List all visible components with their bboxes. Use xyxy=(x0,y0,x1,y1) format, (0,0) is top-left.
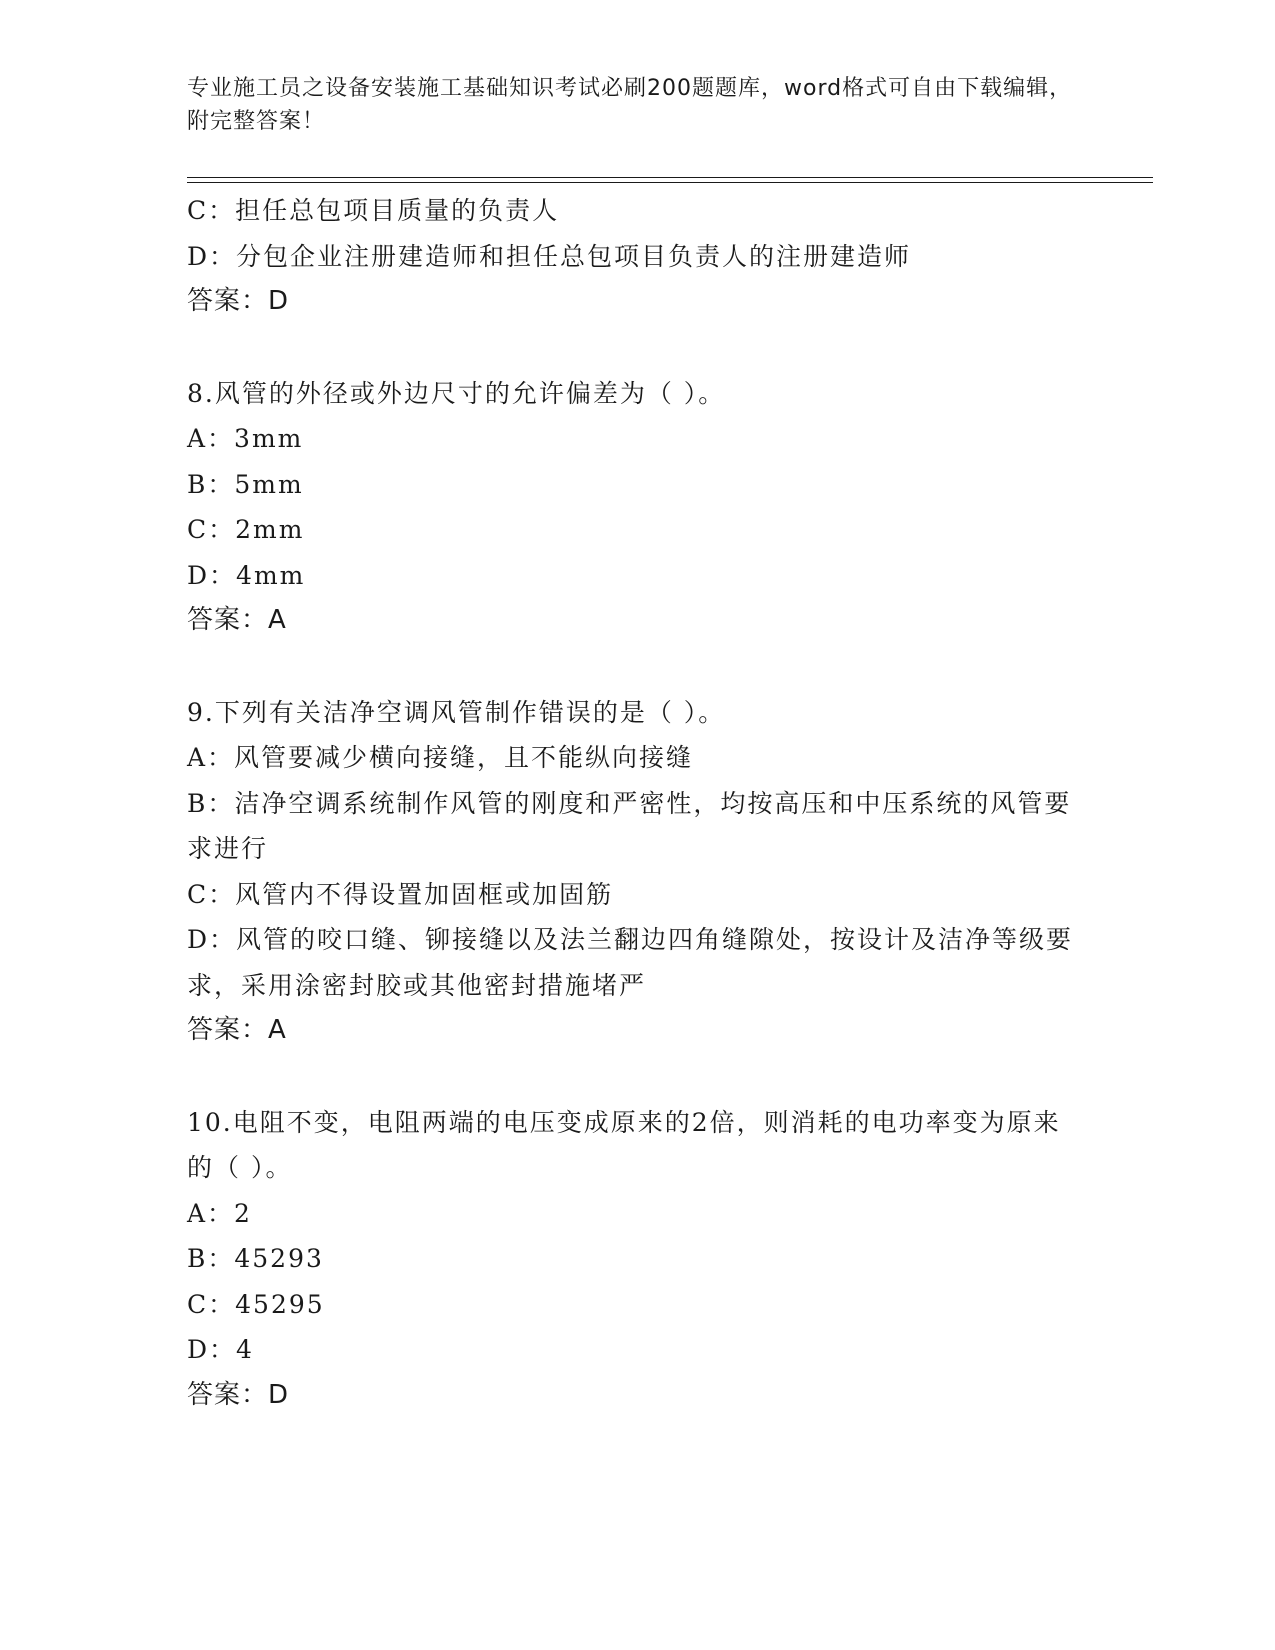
question-stem: 8.风管的外径或外边尺寸的允许偏差为（ ）。 xyxy=(187,378,726,408)
question-block-7 xyxy=(187,188,1087,325)
answer-line: 答案：A xyxy=(187,605,287,635)
document-header: 专业施工员之设备安装施工基础知识考试必刷200题题库，word格式可自由下载编辑，附完整答案！ xyxy=(187,76,1073,134)
option-d: D：风管的咬口缝、铆接缝以及法兰翻边四角缝隙处，按设计及洁净等级要求，采用涂密封胶或其他密封措施堵严 xyxy=(187,925,1074,1000)
option-c: C：担任总包项目质量的负责人 xyxy=(187,196,560,225)
question-list xyxy=(187,188,1087,1418)
header-rule-top xyxy=(187,177,1153,178)
question-block-10 xyxy=(187,1100,1087,1419)
option-d: D：分包企业注册建造师和担任总包项目负责人的注册建造师 xyxy=(187,241,912,271)
option-d: D：4 xyxy=(187,1335,254,1364)
answer-line: 答案：A xyxy=(187,1015,287,1045)
answer-line: 答案：D xyxy=(187,286,290,316)
spacer xyxy=(187,1054,1087,1100)
option-a: A：3mm xyxy=(187,424,304,453)
question-block-8 xyxy=(187,371,1087,644)
option-d: D：4mm xyxy=(187,560,306,590)
option-a: A：风管要减少横向接缝，且不能纵向接缝 xyxy=(187,743,694,772)
option-c: C：2mm xyxy=(187,515,305,544)
option-b: B：45293 xyxy=(187,1244,324,1273)
header-rule-bottom xyxy=(187,182,1153,183)
option-c: C：45295 xyxy=(187,1289,325,1319)
question-stem: 9.下列有关洁净空调风管制作错误的是（ ）。 xyxy=(187,697,726,727)
option-c: C：风管内不得设置加固框或加固筋 xyxy=(187,879,614,909)
option-b: B：洁净空调系统制作风管的刚度和严密性，均按高压和中压系统的风管要求进行 xyxy=(187,788,1072,863)
question-stem: 10.电阻不变，电阻两端的电压变成原来的2倍，则消耗的电功率变为原来的（ ）。 xyxy=(187,1107,1061,1182)
option-a: A：2 xyxy=(187,1198,252,1228)
spacer xyxy=(187,644,1087,690)
answer-line: 答案：D xyxy=(187,1379,290,1410)
question-block-9 xyxy=(187,690,1087,1054)
option-b: B：5mm xyxy=(187,469,304,499)
spacer xyxy=(187,325,1087,371)
